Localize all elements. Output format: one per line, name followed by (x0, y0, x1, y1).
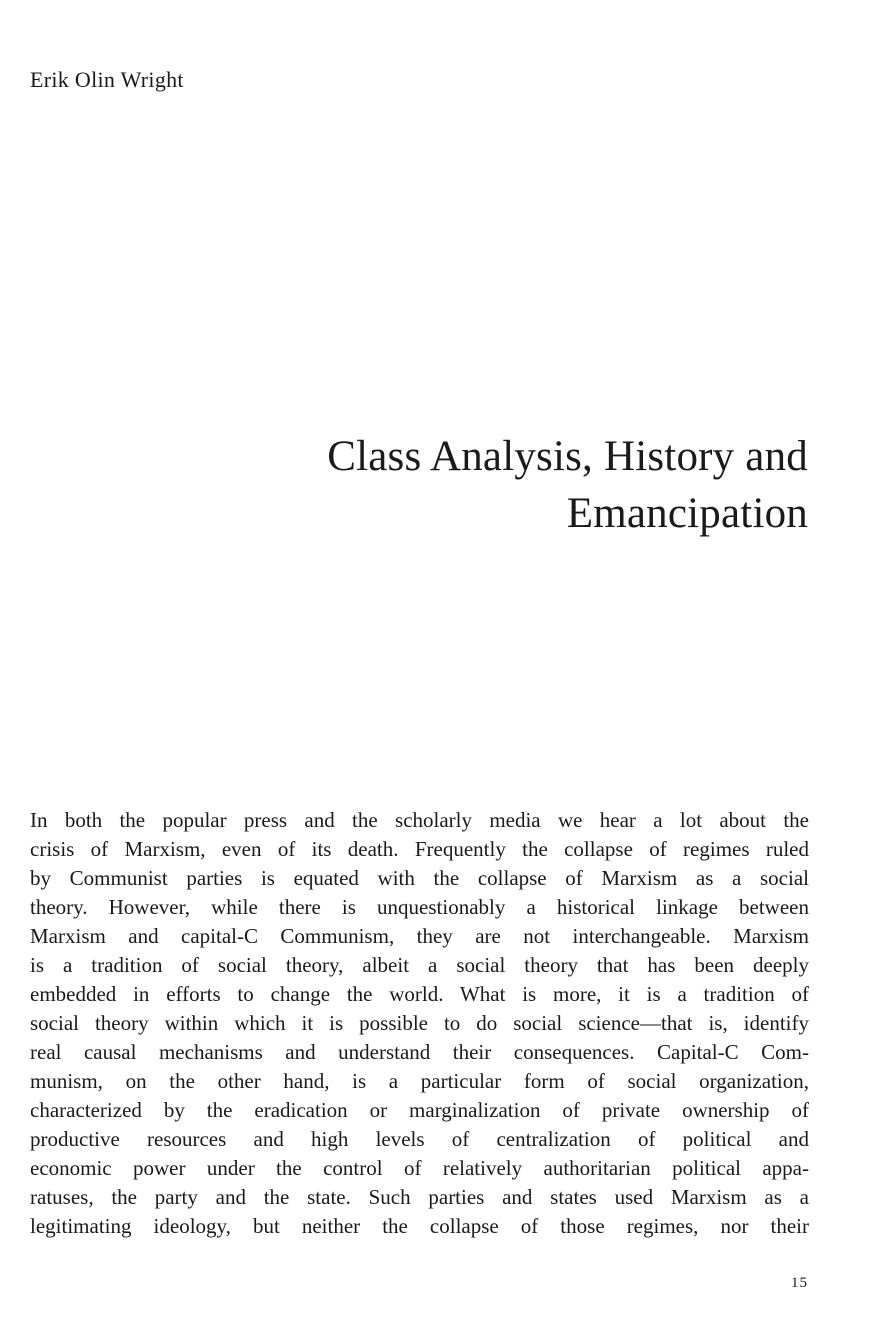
body-line: social theory within which it is possible to do social science—that is, identify (30, 1011, 809, 1035)
title-line-1: Class Analysis, History and (327, 433, 808, 480)
body-line: productive resources and high levels of centralization of political and (30, 1127, 809, 1151)
body-line: Marxism and capital-C Communism, they are not interchangeable. Marxism (30, 924, 809, 948)
body-line: crisis of Marxism, even of its death. Frequently the collapse of regimes ruled (30, 837, 809, 861)
body-line: munism, on the other hand, is a particular form of social organization, (30, 1069, 809, 1093)
body-line: legitimating ideology, but neither the collapse of those regimes, nor their (30, 1214, 809, 1238)
body-line: embedded in efforts to change the world. What is more, it is a tradition of (30, 982, 809, 1006)
page-number: 15 (791, 1275, 808, 1291)
body-line: characterized by the eradication or marginalization of private ownership of (30, 1098, 809, 1122)
body-paragraph (30, 806, 809, 1241)
article-title (168, 428, 808, 542)
body-line: by Communist parties is equated with the collapse of Marxism as a social (30, 866, 809, 890)
body-line: In both the popular press and the scholarly media we hear a lot about the (30, 808, 809, 832)
body-line: real causal mechanisms and understand their consequences. Capital-C Com- (30, 1040, 809, 1064)
author-name: Erik Olin Wright (30, 67, 184, 92)
body-line: is a tradition of social theory, albeit a social theory that has been deeply (30, 953, 809, 977)
body-line: ratuses, the party and the state. Such parties and states used Marxism as a (30, 1185, 809, 1209)
body-line: theory. However, while there is unquestionably a historical linkage between (30, 895, 809, 919)
body-line: economic power under the control of relatively authoritarian political appa- (30, 1156, 809, 1180)
title-line-2: Emancipation (566, 490, 808, 537)
